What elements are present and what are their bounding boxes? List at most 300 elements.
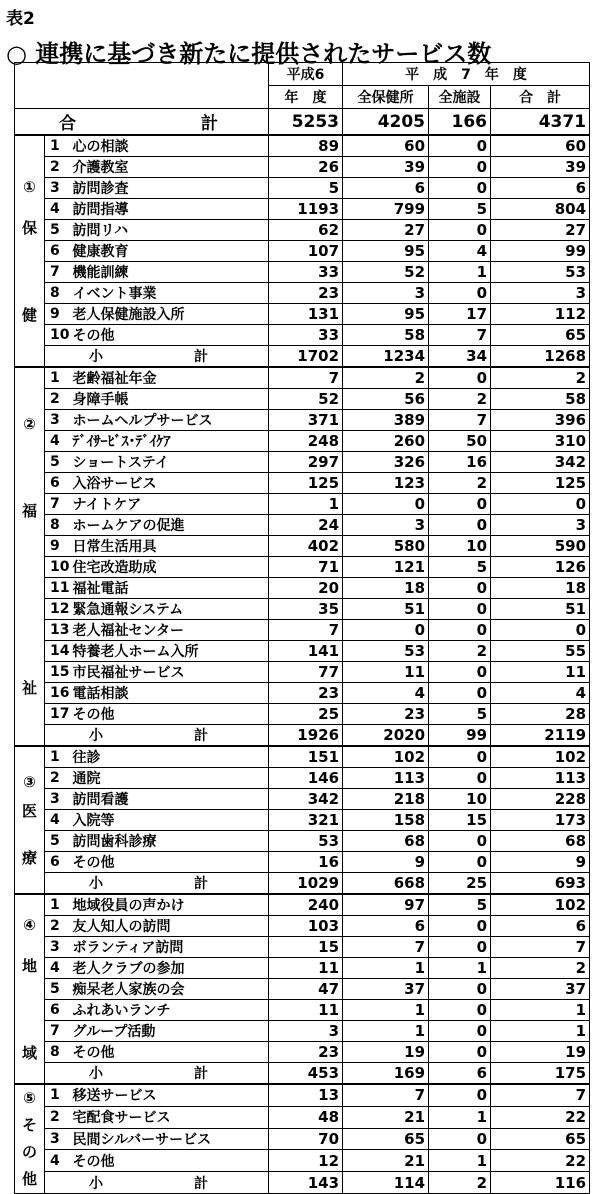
value-h6: 11 (269, 1000, 343, 1021)
section-char: 健 (21, 305, 37, 324)
value-shisetsu: 0 (429, 599, 491, 620)
row-number: 1 (45, 367, 71, 389)
value-shisetsu: 0 (429, 852, 491, 873)
value-shisetsu: 2 (429, 473, 491, 494)
row-label: ボランティア訪問 (71, 937, 269, 958)
value-h6: 89 (269, 135, 343, 157)
value-shisetsu: 0 (429, 979, 491, 1000)
subtotal-h6: 143 (269, 1172, 343, 1194)
value-total: 1 (491, 1000, 590, 1021)
value-shisetsu: 1 (429, 958, 491, 979)
grand-total-label (15, 109, 269, 136)
row-label: 通院 (71, 768, 269, 789)
subtotal-total: 175 (491, 1063, 590, 1085)
value-shisetsu: 5 (429, 557, 491, 578)
value-hokenjo: 102 (343, 746, 429, 768)
value-h6: 297 (269, 452, 343, 473)
value-h6: 26 (269, 157, 343, 178)
value-hokenjo: 121 (343, 557, 429, 578)
value-shisetsu: 10 (429, 536, 491, 557)
value-h6: 371 (269, 410, 343, 431)
value-hokenjo: 1 (343, 958, 429, 979)
row-label: 訪問看護 (71, 789, 269, 810)
value-hokenjo: 58 (343, 325, 429, 346)
header-h6-line2: 年 度 (269, 86, 343, 109)
value-hokenjo: 53 (343, 641, 429, 662)
row-label: 電話相談 (71, 683, 269, 704)
subtotal-shisetsu: 99 (429, 725, 491, 747)
table-row (15, 683, 590, 704)
value-hokenjo: 4 (343, 683, 429, 704)
value-total: 6 (491, 178, 590, 199)
table-row (15, 789, 590, 810)
value-h6: 131 (269, 304, 343, 325)
row-label: ホームヘルプサービス (71, 410, 269, 431)
value-total: 55 (491, 641, 590, 662)
subtotal-hokenjo: 1234 (343, 346, 429, 368)
value-h6: 15 (269, 937, 343, 958)
value-shisetsu: 0 (429, 683, 491, 704)
value-hokenjo: 3 (343, 283, 429, 304)
row-number: 3 (45, 1128, 71, 1150)
row-number: 2 (45, 157, 71, 178)
row-number: 8 (45, 1042, 71, 1063)
subtotal-shisetsu: 34 (429, 346, 491, 368)
row-number: 13 (45, 620, 71, 641)
value-shisetsu: 0 (429, 662, 491, 683)
row-label: 身障手帳 (71, 389, 269, 410)
subtotal-hokenjo: 114 (343, 1172, 429, 1194)
section-marker: ④ (23, 915, 36, 934)
value-shisetsu: 0 (429, 1084, 491, 1106)
value-total: 68 (491, 831, 590, 852)
table-row (15, 199, 590, 220)
value-shisetsu: 0 (429, 916, 491, 937)
value-hokenjo: 37 (343, 979, 429, 1000)
value-hokenjo: 7 (343, 1084, 429, 1106)
value-shisetsu: 2 (429, 641, 491, 662)
value-hokenjo: 52 (343, 262, 429, 283)
table-row (15, 1000, 590, 1021)
page-title: ○ 連携に基づき新たに提供されたサービス数 (6, 40, 492, 68)
value-total: 39 (491, 157, 590, 178)
subtotal-label (45, 1063, 269, 1085)
value-hokenjo: 21 (343, 1106, 429, 1128)
row-number: 3 (45, 178, 71, 199)
row-number: 9 (45, 536, 71, 557)
row-number: 6 (45, 852, 71, 873)
row-label: 訪問リハ (71, 220, 269, 241)
row-label: 訪問指導 (71, 199, 269, 220)
grand-total-hokenjo: 4205 (343, 109, 429, 136)
table-row (15, 494, 590, 515)
value-total: 28 (491, 704, 590, 725)
value-total: 7 (491, 937, 590, 958)
section-category (15, 1084, 45, 1194)
row-number: 8 (45, 515, 71, 536)
table-row (15, 1150, 590, 1172)
value-h6: 11 (269, 958, 343, 979)
table-row (15, 304, 590, 325)
value-total: 0 (491, 494, 590, 515)
table-row (15, 1042, 590, 1063)
row-label: 特養老人ホーム入所 (71, 641, 269, 662)
value-shisetsu: 0 (429, 494, 491, 515)
header-col-hokenjo: 全保健所 (343, 86, 429, 109)
row-number: 6 (45, 1000, 71, 1021)
row-number: 2 (45, 768, 71, 789)
subtotal-label-a: 小 (89, 876, 103, 892)
value-total: 2 (491, 367, 590, 389)
row-label: ﾃﾞｲｻｰﾋﾞｽ･ﾃﾞｲｹｱ (71, 431, 269, 452)
value-shisetsu: 0 (429, 1000, 491, 1021)
value-shisetsu: 0 (429, 746, 491, 768)
subtotal-hokenjo: 668 (343, 873, 429, 895)
subtotal-label-b: 計 (194, 876, 209, 892)
value-total: 173 (491, 810, 590, 831)
table-row (15, 662, 590, 683)
subtotal-row (15, 1172, 590, 1194)
subtotal-row (15, 346, 590, 368)
value-shisetsu: 0 (429, 515, 491, 536)
subtotal-label (45, 873, 269, 895)
row-number: 5 (45, 979, 71, 1000)
value-total: 19 (491, 1042, 590, 1063)
row-number: 15 (45, 662, 71, 683)
subtotal-h6: 1029 (269, 873, 343, 895)
row-label: 入浴サービス (71, 473, 269, 494)
value-h6: 48 (269, 1106, 343, 1128)
value-shisetsu: 2 (429, 389, 491, 410)
row-number: 2 (45, 916, 71, 937)
row-label: 往診 (71, 746, 269, 768)
value-shisetsu: 1 (429, 1150, 491, 1172)
section-char: 地 (21, 956, 37, 975)
subtotal-label-a: 小 (89, 1066, 103, 1082)
subtotal-total: 2119 (491, 725, 590, 747)
row-label: 移送サービス (71, 1084, 269, 1106)
value-h6: 141 (269, 641, 343, 662)
row-number: 4 (45, 1150, 71, 1172)
value-total: 4 (491, 683, 590, 704)
section-char: そ (21, 1116, 37, 1134)
row-number: 10 (45, 325, 71, 346)
value-h6: 151 (269, 746, 343, 768)
table-row (15, 810, 590, 831)
value-hokenjo: 27 (343, 220, 429, 241)
row-label: 老人クラブの参加 (71, 958, 269, 979)
value-h6: 7 (269, 367, 343, 389)
value-h6: 16 (269, 852, 343, 873)
value-total: 396 (491, 410, 590, 431)
value-hokenjo: 2 (343, 367, 429, 389)
row-label: 老人保健施設入所 (71, 304, 269, 325)
value-hokenjo: 113 (343, 768, 429, 789)
value-h6: 62 (269, 220, 343, 241)
row-number: 10 (45, 557, 71, 578)
value-total: 60 (491, 135, 590, 157)
value-total: 102 (491, 746, 590, 768)
row-label: 緊急通報システム (71, 599, 269, 620)
grand-total-h6: 5253 (269, 109, 343, 136)
row-label: グループ活動 (71, 1021, 269, 1042)
value-h6: 125 (269, 473, 343, 494)
value-hokenjo: 9 (343, 852, 429, 873)
row-label: その他 (71, 325, 269, 346)
value-hokenjo: 218 (343, 789, 429, 810)
value-shisetsu: 0 (429, 178, 491, 199)
subtotal-label-a: 小 (89, 728, 103, 744)
row-label: 介護教室 (71, 157, 269, 178)
section-char: 保 (21, 218, 37, 237)
section-char: 福 (21, 502, 37, 520)
subtotal-label-b: 計 (194, 349, 209, 365)
table-row (15, 979, 590, 1000)
subtotal-label-b: 計 (194, 1066, 209, 1082)
value-hokenjo: 7 (343, 937, 429, 958)
value-shisetsu: 7 (429, 410, 491, 431)
value-total: 53 (491, 262, 590, 283)
subtotal-total: 116 (491, 1172, 590, 1194)
value-hokenjo: 326 (343, 452, 429, 473)
value-hokenjo: 3 (343, 515, 429, 536)
value-total: 65 (491, 325, 590, 346)
value-h6: 70 (269, 1128, 343, 1150)
table-row (15, 367, 590, 389)
section-category (15, 135, 45, 367)
value-h6: 77 (269, 662, 343, 683)
row-label: 老齢福祉年金 (71, 367, 269, 389)
row-label: 福祉電話 (71, 578, 269, 599)
row-number: 1 (45, 1084, 71, 1106)
row-number: 1 (45, 746, 71, 768)
value-shisetsu: 7 (429, 325, 491, 346)
subtotal-row (15, 873, 590, 895)
value-h6: 146 (269, 768, 343, 789)
row-label: 地域役員の声かけ (71, 894, 269, 916)
value-total: 37 (491, 979, 590, 1000)
value-hokenjo: 95 (343, 241, 429, 262)
subtotal-h6: 1926 (269, 725, 343, 747)
value-hokenjo: 23 (343, 704, 429, 725)
value-h6: 5 (269, 178, 343, 199)
row-label: 心の相談 (71, 135, 269, 157)
section-marker: ⑤ (23, 1089, 36, 1107)
row-label: 友人知人の訪問 (71, 916, 269, 937)
value-shisetsu: 1 (429, 1106, 491, 1128)
value-h6: 103 (269, 916, 343, 937)
subtotal-hokenjo: 169 (343, 1063, 429, 1085)
value-total: 804 (491, 199, 590, 220)
table-row (15, 410, 590, 431)
value-total: 102 (491, 894, 590, 916)
row-number: 3 (45, 937, 71, 958)
value-hokenjo: 799 (343, 199, 429, 220)
row-number: 12 (45, 599, 71, 620)
value-h6: 1 (269, 494, 343, 515)
subtotal-shisetsu: 6 (429, 1063, 491, 1085)
value-total: 22 (491, 1150, 590, 1172)
value-hokenjo: 260 (343, 431, 429, 452)
value-h6: 3 (269, 1021, 343, 1042)
section-marker: ① (23, 177, 36, 196)
table-row (15, 557, 590, 578)
subtotal-hokenjo: 2020 (343, 725, 429, 747)
value-hokenjo: 60 (343, 135, 429, 157)
row-number: 17 (45, 704, 71, 725)
table-row (15, 389, 590, 410)
table-row (15, 178, 590, 199)
table-row (15, 325, 590, 346)
value-shisetsu: 0 (429, 768, 491, 789)
subtotal-total: 693 (491, 873, 590, 895)
value-shisetsu: 15 (429, 810, 491, 831)
row-number: 4 (45, 199, 71, 220)
value-h6: 35 (269, 599, 343, 620)
table-row (15, 452, 590, 473)
table-row (15, 515, 590, 536)
row-label: その他 (71, 852, 269, 873)
table-row (15, 431, 590, 452)
subtotal-shisetsu: 25 (429, 873, 491, 895)
value-h6: 13 (269, 1084, 343, 1106)
subtotal-shisetsu: 2 (429, 1172, 491, 1194)
value-h6: 52 (269, 389, 343, 410)
value-total: 7 (491, 1084, 590, 1106)
subtotal-row (15, 725, 590, 747)
value-h6: 53 (269, 831, 343, 852)
value-hokenjo: 580 (343, 536, 429, 557)
subtotal-h6: 453 (269, 1063, 343, 1085)
value-hokenjo: 21 (343, 1150, 429, 1172)
table-row (15, 831, 590, 852)
value-h6: 7 (269, 620, 343, 641)
row-number: 11 (45, 578, 71, 599)
value-hokenjo: 123 (343, 473, 429, 494)
value-shisetsu: 5 (429, 199, 491, 220)
row-label: 日常生活用具 (71, 536, 269, 557)
table-row (15, 916, 590, 937)
value-h6: 23 (269, 283, 343, 304)
table-row (15, 1021, 590, 1042)
value-hokenjo: 65 (343, 1128, 429, 1150)
row-number: 1 (45, 894, 71, 916)
row-number: 5 (45, 452, 71, 473)
value-shisetsu: 50 (429, 431, 491, 452)
subtotal-label-a: 小 (89, 1175, 103, 1192)
row-label: その他 (71, 1150, 269, 1172)
value-shisetsu: 16 (429, 452, 491, 473)
value-hokenjo: 19 (343, 1042, 429, 1063)
value-shisetsu: 0 (429, 578, 491, 599)
subtotal-label-b: 計 (194, 728, 209, 744)
section-char: 域 (21, 1043, 37, 1062)
row-label: 健康教育 (71, 241, 269, 262)
subtotal-total: 1268 (491, 346, 590, 368)
row-number: 7 (45, 494, 71, 515)
subtotal-label-a: 小 (89, 349, 103, 365)
value-hokenjo: 39 (343, 157, 429, 178)
row-number: 2 (45, 389, 71, 410)
value-total: 112 (491, 304, 590, 325)
value-shisetsu: 1 (429, 262, 491, 283)
section-category (15, 367, 45, 746)
row-label: その他 (71, 704, 269, 725)
table-row (15, 262, 590, 283)
value-h6: 71 (269, 557, 343, 578)
value-shisetsu: 4 (429, 241, 491, 262)
table-row (15, 620, 590, 641)
value-total: 27 (491, 220, 590, 241)
value-shisetsu: 0 (429, 367, 491, 389)
value-hokenjo: 6 (343, 916, 429, 937)
row-number: 9 (45, 304, 71, 325)
value-h6: 24 (269, 515, 343, 536)
row-label: ふれあいランチ (71, 1000, 269, 1021)
row-label: 住宅改造助成 (71, 557, 269, 578)
row-label: 訪問歯科診療 (71, 831, 269, 852)
subtotal-label-b: 計 (194, 1175, 209, 1192)
table-caption: 表2 (6, 9, 35, 29)
row-label: 機能訓練 (71, 262, 269, 283)
value-hokenjo: 11 (343, 662, 429, 683)
table-row (15, 894, 590, 916)
section-char: 医 (21, 801, 37, 820)
value-h6: 107 (269, 241, 343, 262)
value-total: 3 (491, 283, 590, 304)
value-h6: 20 (269, 578, 343, 599)
table-row (15, 473, 590, 494)
value-hokenjo: 18 (343, 578, 429, 599)
header-col-shisetsu: 全施設 (429, 86, 491, 109)
table-row (15, 704, 590, 725)
row-label: 宅配食サービス (71, 1106, 269, 1128)
value-hokenjo: 1 (343, 1021, 429, 1042)
header-col-total: 合 計 (491, 86, 590, 109)
value-shisetsu: 0 (429, 1128, 491, 1150)
row-label: ショートステイ (71, 452, 269, 473)
header-h6-line1: 平成6 (269, 63, 343, 86)
row-number: 3 (45, 410, 71, 431)
section-char: 祉 (21, 679, 37, 697)
value-total: 51 (491, 599, 590, 620)
row-number: 7 (45, 1021, 71, 1042)
table-row (15, 135, 590, 157)
table-row (15, 746, 590, 768)
value-hokenjo: 389 (343, 410, 429, 431)
value-total: 65 (491, 1128, 590, 1150)
grand-total-label-b: 計 (201, 114, 219, 134)
value-h6: 23 (269, 1042, 343, 1063)
value-hokenjo: 158 (343, 810, 429, 831)
value-total: 22 (491, 1106, 590, 1128)
table-row (15, 768, 590, 789)
value-hokenjo: 51 (343, 599, 429, 620)
table-row (15, 241, 590, 262)
value-h6: 248 (269, 431, 343, 452)
subtotal-label (45, 725, 269, 747)
header-blank (15, 63, 269, 109)
value-hokenjo: 6 (343, 178, 429, 199)
row-number: 5 (45, 220, 71, 241)
value-shisetsu: 5 (429, 894, 491, 916)
value-total: 113 (491, 768, 590, 789)
value-total: 1 (491, 1021, 590, 1042)
value-hokenjo: 0 (343, 620, 429, 641)
row-label: 入院等 (71, 810, 269, 831)
row-number: 8 (45, 283, 71, 304)
table-row (15, 1084, 590, 1106)
